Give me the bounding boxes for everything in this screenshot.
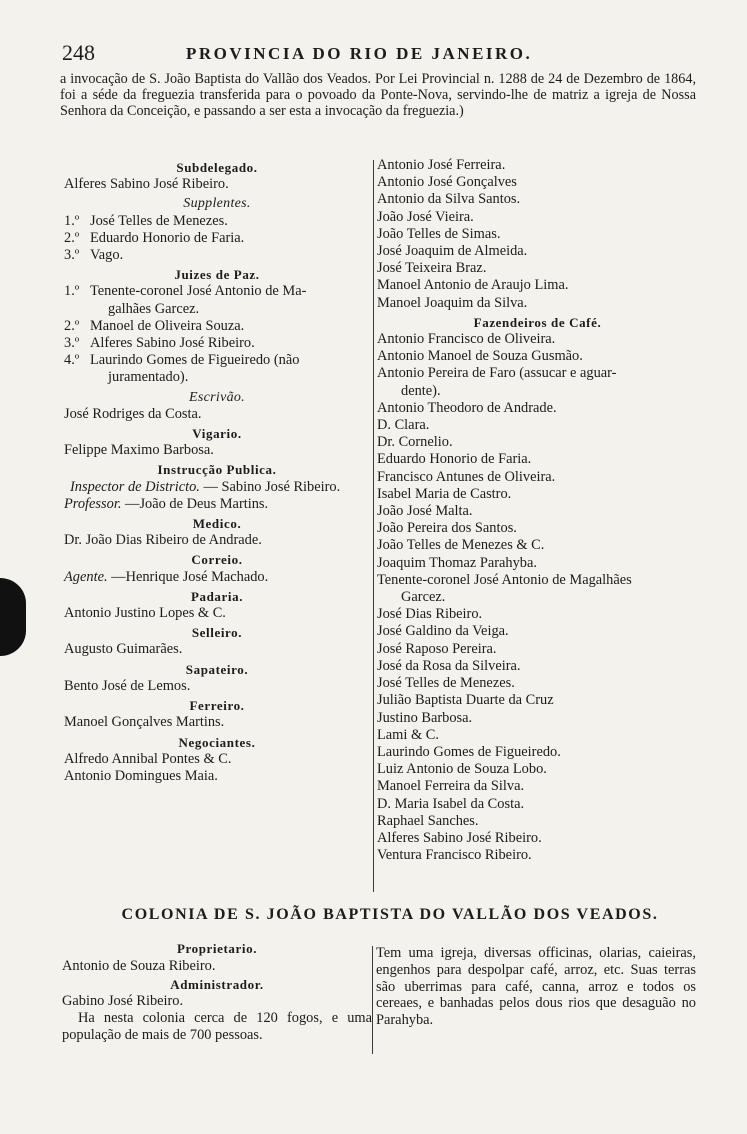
item-text: Eduardo Honorio de Faria. [90,229,245,246]
list-item: Manoel Antonio de Araujo Lima. [377,277,569,294]
right-column [375,157,700,864]
item-text-cont: dente). [401,382,441,399]
item-text: Tenente-coronel José Antonio de Magalhães [377,571,632,588]
section-heading-correio: Correio. [191,552,243,568]
list-item: Antonio Francisco de Oliveira. [377,331,556,348]
page-header [56,40,696,70]
item-number: 1.º [64,283,80,300]
item-number: 1.º [64,212,80,229]
section-heading-sapateiro: Sapateiro. [185,661,249,677]
colony-left-paragraph: Ha nesta colonia cerca de 120 fogos, e uma população de mais de 700 pessoas. [62,1010,372,1043]
list-item: Alferes Sabino José Ribeiro. [377,829,542,846]
selleiro-name: Augusto Guimarães. [64,641,183,658]
list-item: Joaquim Thomaz Parahyba. [377,554,537,571]
list-item: D. Clara. [377,417,430,434]
list-item: Eduardo Honorio de Faria. [377,451,532,468]
list-item: José Raposo Pereira. [377,640,497,657]
list-item: José Galdino da Veiga. [377,623,509,640]
administrador-name: Gabino José Ribeiro. [62,993,184,1010]
item-text: Vago. [90,247,124,264]
running-title: PROVINCIA DO RIO DE JANEIRO. [186,44,533,63]
colony-left-column [62,939,372,1044]
list-item: Manoel Ferreira da Silva. [377,778,525,795]
list-item: Ventura Francisco Ribeiro. [377,847,532,864]
list-item: Antonio da Silva Santos. [377,191,521,208]
list-item [64,247,370,264]
section-heading-selleiro: Selleiro. [191,625,243,641]
inspector-name: — Sabino José Ribeiro. [203,478,341,495]
section-heading-juizes: Juizes de Paz. [174,267,260,283]
section-heading-fazendeiros: Fazendeiros de Café. [473,314,602,330]
list-item [64,230,370,247]
item-number: 4.º [64,352,80,369]
subdelegado-name: Alferes Sabino José Ribeiro. [64,176,229,193]
list-item [64,213,370,230]
ferreiro-name: Manoel Gonçalves Martins. [64,714,225,731]
item-text-cont: juramentado). [108,369,189,386]
section-heading-instrucao: Instrucção Publica. [157,462,277,478]
section-heading-escrivao: Escrivão. [189,389,245,405]
section-heading-vigario: Vigario. [192,426,242,442]
list-item: D. Maria Isabel da Costa. [377,795,525,812]
list-item: Laurindo Gomes de Figueiredo. [377,743,561,760]
section-heading-administrador: Administrador. [170,976,264,992]
column-divider [373,160,374,892]
ink-blot-mark [0,578,26,656]
list-item: João José Malta. [377,503,473,520]
list-item: José Teixeira Braz. [377,260,487,277]
agent-name: —Henrique José Machado. [111,568,269,585]
list-item: Lami & C. [377,726,439,743]
list-item [375,572,700,606]
list-item [64,352,370,386]
colony-title: COLONIA DE S. JOÃO BAPTISTA DO VALLÃO DOS VEADOS. [121,906,659,923]
inspector-entry [64,479,370,496]
item-number: 3.º [64,335,80,352]
item-text: Laurindo Gomes de Figueiredo (não [90,352,300,369]
medico-name: Dr. João Dias Ribeiro de Andrade. [64,532,262,549]
list-item: João Pereira dos Santos. [377,520,517,537]
item-number: 3.º [64,247,80,264]
list-item: Isabel Maria de Castro. [377,485,512,502]
padaria-name: Antonio Justino Lopes & C. [64,605,226,622]
section-heading-subdelegado: Subdelegado. [176,160,258,175]
item-text-cont: galhães Garcez. [108,300,200,317]
list-item: Antonio José Ferreira. [377,157,506,173]
page-number: 248 [62,40,95,65]
list-item: Dr. Cornelio. [377,434,453,451]
list-item: José Telles de Menezes. [377,675,515,692]
list-item: João Telles de Simas. [377,225,501,242]
item-number: 2.º [64,229,80,246]
item-text: Alferes Sabino José Ribeiro. [90,335,255,352]
list-item: Julião Baptista Duarte da Cruz [377,692,554,709]
item-text: José Telles de Menezes. [90,212,228,229]
colony-right-column [376,945,696,1029]
intro-paragraph [60,71,696,120]
item-text-cont: Garcez. [401,589,446,606]
colony-right-paragraph: Tem uma igreja, diversas officinas, olarias, caieiras, engenhos para despolpar café, arroz, etc. Suas terras são uberrimas para café, canna, arroz e todos os cereaes, e banhadas pelos dous rios que desaguão no Parahyba. [376,945,696,1029]
intro-text: a invocação de S. João Baptista do Vallão dos Veados. Por Lei Provincial n. 1288 de 24 de Dezembro de 1864, foi a séde da freguezia transferida para o povoado da Ponte-Nova, servindo-lhe de matriz a igreja de Nossa Senhora da Conceição, e passando a ser esta a invocação da freguezia.) [60,71,696,120]
list-item: João Telles de Menezes & C. [377,537,545,554]
item-text: Manoel de Oliveira Souza. [90,317,245,334]
section-heading-proprietario: Proprietario. [176,941,258,956]
inspector-label: Inspector de Districto. [70,478,200,495]
list-item: Francisco Antunes de Oliveira. [377,468,556,485]
list-item: Alfredo Annibal Pontes & C. [64,750,232,767]
list-item: Antonio Manoel de Souza Gusmão. [377,348,583,365]
list-item: Raphael Sanches. [377,812,479,829]
proprietario-name: Antonio de Souza Ribeiro. [62,957,216,974]
professor-entry [64,496,370,513]
list-item [64,318,370,335]
list-item [64,283,370,317]
item-text: Antonio Pereira de Faro (assucar e aguar- [377,365,617,382]
column-divider [372,946,373,1054]
sapateiro-name: Bento José de Lemos. [64,677,191,694]
list-item: Antonio Theodoro de Andrade. [377,399,557,416]
list-item: João José Vieira. [377,208,474,225]
list-item [375,365,700,399]
list-item: José Joaquim de Almeida. [377,243,528,260]
agent-entry [64,569,370,586]
list-item [64,335,370,352]
professor-label: Professor. [64,495,122,512]
list-item: Justino Barbosa. [377,709,473,726]
section-heading-ferreiro: Ferreiro. [189,698,245,714]
left-column [64,157,370,785]
list-item: José da Rosa da Silveira. [377,657,521,674]
professor-name: —João de Deus Martins. [125,495,269,512]
item-number: 2.º [64,317,80,334]
list-item: Antonio José Gonçalves [377,174,517,191]
section-heading-medico: Medico. [192,516,242,532]
item-text: Tenente-coronel José Antonio de Ma- [90,283,307,300]
list-item: Antonio Domingues Maia. [64,767,218,784]
agent-label: Agente. [64,568,108,585]
section-heading-padaria: Padaria. [190,588,244,604]
escrivao-name: José Rodriges da Costa. [64,405,202,422]
list-item: Manoel Joaquim da Silva. [377,294,528,311]
vigario-name: Felippe Maximo Barbosa. [64,442,214,459]
section-heading-negociantes: Negociantes. [178,734,256,750]
section-heading-supplentes: Supplentes. [183,196,251,212]
list-item: Luiz Antonio de Souza Lobo. [377,761,547,778]
list-item: José Dias Ribeiro. [377,606,483,623]
